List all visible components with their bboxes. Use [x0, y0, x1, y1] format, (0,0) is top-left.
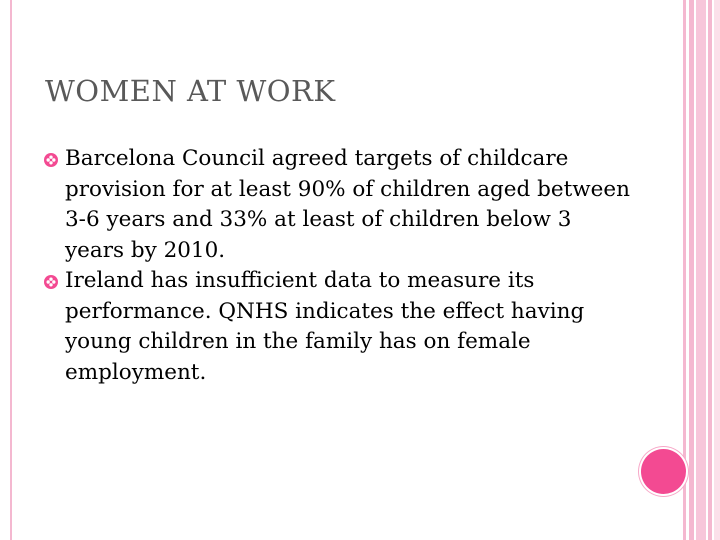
right-border-stripe [708, 0, 712, 540]
flower-bullet-icon [44, 275, 58, 289]
right-border-stripe [683, 0, 686, 540]
bullet-text: Ireland has insufficient data to measure its performance. QNHS indicates the effect having young children in the family has on female employment. [65, 268, 585, 385]
right-border-stripe [696, 0, 706, 540]
decorative-circle [641, 449, 686, 494]
left-border-line [10, 0, 12, 540]
right-border-stripe [714, 0, 720, 540]
right-border-stripe [689, 0, 694, 540]
slide-title: WOMEN AT WORK [45, 74, 336, 108]
flower-bullet-icon [44, 153, 58, 167]
bullet-item [44, 144, 634, 266]
bullet-item [44, 266, 634, 388]
bullet-text: Barcelona Council agreed targets of childcare provision for at least 90% of children aged between 3-6 years and 33% at least of children below 3 years by 2010. [65, 146, 630, 263]
bullet-list [44, 144, 634, 388]
